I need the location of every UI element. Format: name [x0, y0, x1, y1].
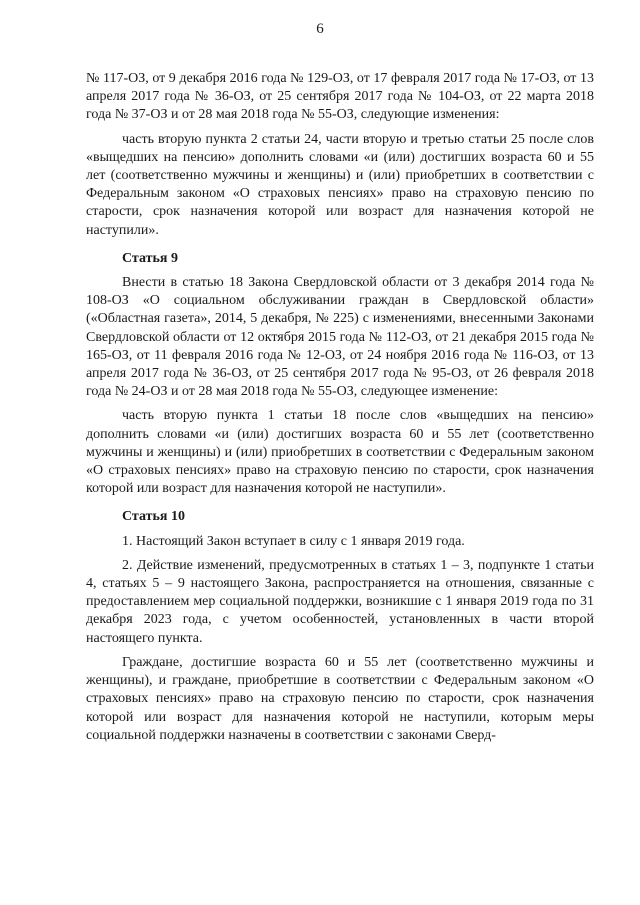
paragraph-article-10-item-1: 1. Настоящий Закон вступает в силу с 1 января 2019 года.	[122, 533, 465, 549]
paragraph-amendment-art18: часть вторую пункта 1 статьи 18 после слов «выщедших на пенсию» дополнить словами «и (или) достигших возраста 60 и 55 лет (соответственно мужчины и женщины) и (или) приобретших в соответствии с Федеральным законом «О страховых пенсиях» право на страховую пенсию по старости, срок назначения которой или возраст для назначения которой не наступили».	[86, 408, 594, 497]
heading-article-9: Статья 9	[122, 250, 178, 266]
paragraph-amendment-art24: часть вторую пункта 2 статьи 24, части вторую и третью статьи 25 после слов «выщедших на пенсию» дополнить словами «и (или) достигших возраста 60 и 55 лет (соответственно мужчины и женщины) и (или) приобретших в соответствии с Федеральным законом «О страховых пенсиях» право на страховую пенсию по старости, срок назначения которой или возраст для назначения которой не наступили».	[86, 131, 594, 238]
heading-article-10: Статья 10	[122, 509, 185, 525]
document-body	[86, 70, 594, 751]
paragraph-article-9-intro: Внести в статью 18 Закона Свердловской области от 3 декабря 2014 года № 108-ОЗ «О социальном обслуживании граждан в Свердловской области» («Областная газета», 2014, 5 декабря, № 225) с изменениями, внесенными Законами Свердловской области от 12 октября 2015 года № 112-ОЗ, от 21 декабря 2015 года № 165-ОЗ, от 11 февраля 2016 года № 12-ОЗ, от 24 ноября 2016 года № 116-ОЗ, от 13 апреля 2017 года № 36-ОЗ, от 25 сентября 2017 года № 95-ОЗ, от 26 февраля 2018 года № 24-ОЗ и от 28 мая 2018 года № 55-ОЗ, следующее изменение:	[86, 275, 594, 400]
paragraph-article-10-citizens: Граждане, достигшие возраста 60 и 55 лет (соответственно мужчины и женщины), и граждане, приобретшие в соответствии с Федеральным законом «О страховых пенсиях» право на страховую пенсию по старости, срок назначения которой или возраст для назначения которой не наступили, которым меры социальной поддержки назначены в соответствии с законами Сверд-	[86, 654, 594, 743]
page-number: 6	[316, 21, 324, 37]
paragraph-continuation: № 117-ОЗ, от 9 декабря 2016 года № 129-ОЗ, от 17 февраля 2017 года № 17-ОЗ, от 13 апреля 2017 года № 36-ОЗ, от 25 сентября 2017 года № 104-ОЗ, от 22 марта 2018 года № 37-ОЗ и от 28 мая 2018 года № 55-ОЗ, следующие изменения:	[86, 71, 594, 123]
paragraph-article-10-item-2: 2. Действие изменений, предусмотренных в статьях 1 – 3, подпункте 1 статьи 4, статьях 5 – 9 настоящего Закона, распространяется на отношения, связанные с предоставлением мер социальной поддержки, возникшие с 1 января 2019 года по 31 декабря 2023 года, с учетом особенностей, установленных в части второй настоящего пункта.	[86, 557, 594, 646]
